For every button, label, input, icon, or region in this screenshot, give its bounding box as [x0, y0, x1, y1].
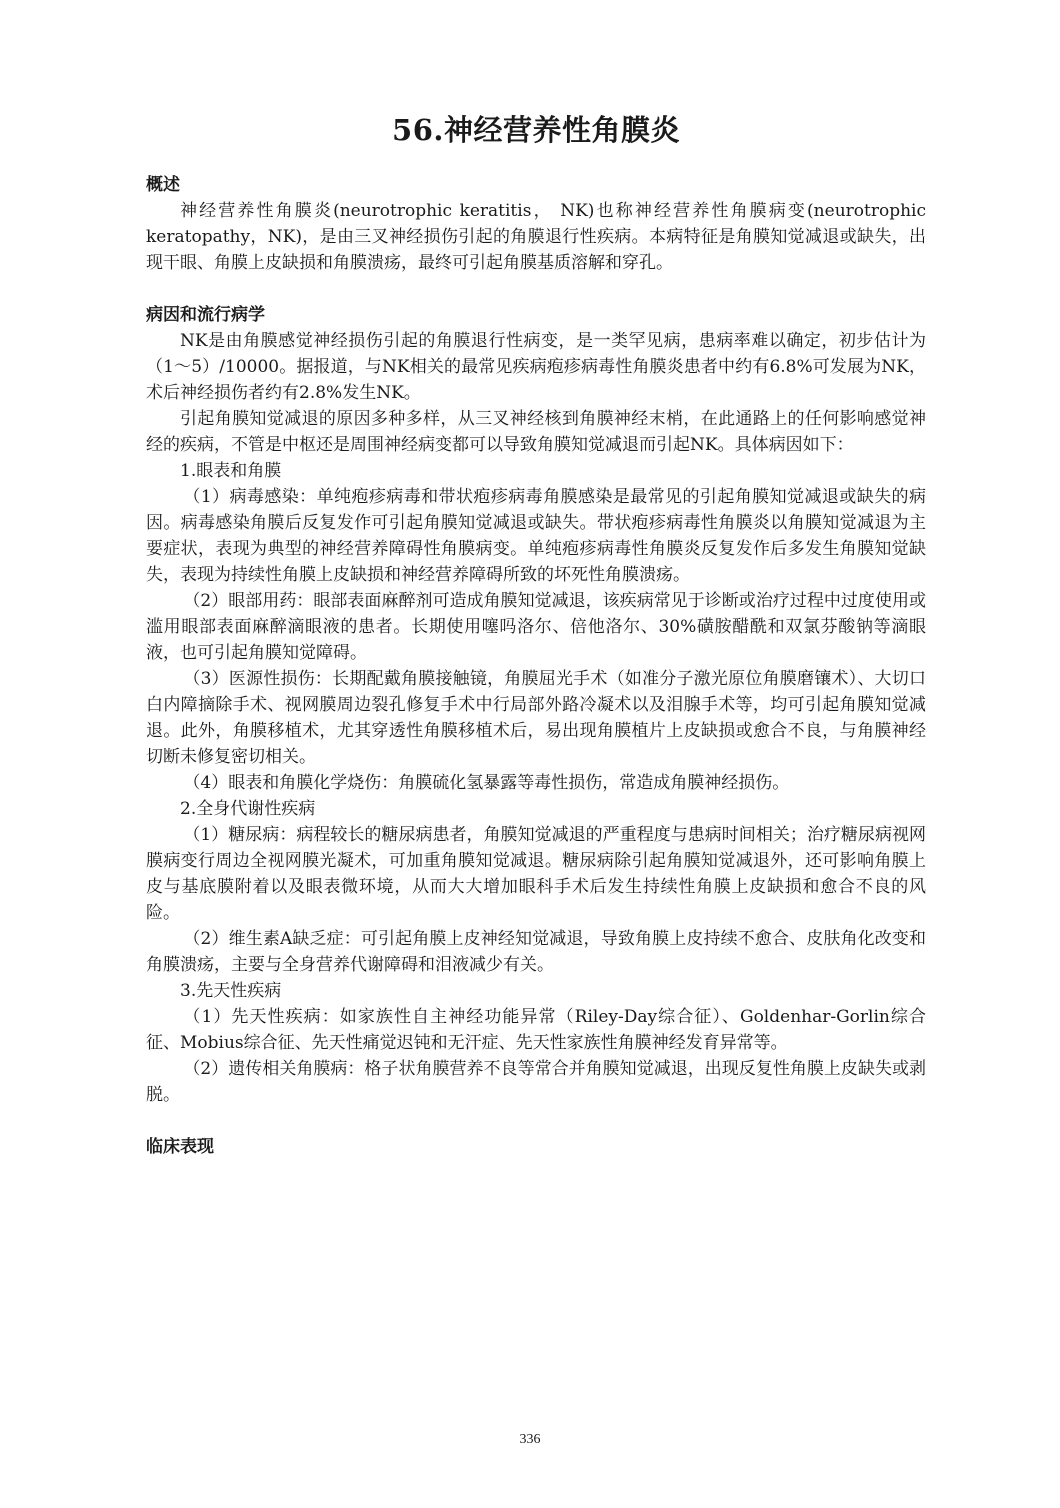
document-page [146, 108, 926, 1160]
etiology-subheading: 2.全身代谢性疾病 [180, 799, 316, 819]
section-heading-clinical: 临床表现 [146, 1137, 214, 1157]
etiology-paragraph: （1）糖尿病：病程较长的糖尿病患者，角膜知觉减退的严重程度与患病时间相关；治疗糖尿病视网膜病变行周边全视网膜光凝术，可加重角膜知觉减退。糖尿病除引起角膜知觉减退外，还可影响角膜上皮与基底膜附着以及眼表微环境，从而大大增加眼科手术后发生持续性角膜上皮缺损和愈合不良的风险。 [146, 825, 926, 923]
etiology-paragraph: （1）先天性疾病：如家族性自主神经功能异常（Riley-Day综合征）、Goldenhar-Gorlin综合征、Mobius综合征、先天性痛觉迟钝和无汗症、先天性家族性角膜神经发育异常等。 [146, 1007, 926, 1053]
etiology-paragraph: （3）医源性损伤：长期配戴角膜接触镜，角膜屈光手术（如准分子激光原位角膜磨镶术）、大切口白内障摘除手术、视网膜周边裂孔修复手术中行局部外路冷凝术以及泪腺手术等，均可引起角膜知觉减退。此外，角膜移植术，尤其穿透性角膜移植术后，易出现角膜植片上皮缺损或愈合不良，与角膜神经切断未修复密切相关。 [146, 669, 926, 767]
etiology-paragraph: （4）眼表和角膜化学烧伤：角膜硫化氢暴露等毒性损伤，常造成角膜神经损伤。 [183, 773, 790, 793]
page-title: 56.神经营养性角膜炎 [392, 113, 680, 147]
etiology-paragraph: （2）眼部用药：眼部表面麻醉剂可造成角膜知觉减退，该疾病常见于诊断或治疗过程中过度使用或滥用眼部表面麻醉滴眼液的患者。长期使用噻吗洛尔、倍他洛尔、30%磺胺醋酰和双氯芬酸钠等滴眼液，也可引起角膜知觉障碍。 [146, 591, 926, 663]
etiology-subheading: 3.先天性疾病 [180, 981, 282, 1001]
etiology-paragraph: NK是由角膜感觉神经损伤引起的角膜退行性病变，是一类罕见病，患病率难以确定，初步估计为（1～5）/10000。据报道，与NK相关的最常见疾病疱疹病毒性角膜炎患者中约有6.8%可发展为NK，术后神经损伤者约有2.8%发生NK。 [146, 331, 926, 403]
etiology-paragraph: 引起角膜知觉减退的原因多种多样，从三叉神经核到角膜神经末梢，在此通路上的任何影响感觉神经的疾病，不管是中枢还是周围神经病变都可以导致角膜知觉减退而引起NK。具体病因如下： [146, 409, 926, 455]
overview-paragraph: 神经营养性角膜炎(neurotrophic keratitis， NK)也称神经营养性角膜病变(neurotrophic keratopathy，NK)，是由三叉神经损伤引起的角膜退行性疾病。本病特征是角膜知觉减退或缺失，出现干眼、角膜上皮缺损和角膜溃疡，最终可引起角膜基质溶解和穿孔。 [146, 201, 926, 273]
etiology-subheading: 1.眼表和角膜 [180, 461, 282, 481]
section-heading-etiology: 病因和流行病学 [146, 305, 265, 325]
etiology-paragraph: （2）遗传相关角膜病：格子状角膜营养不良等常合并角膜知觉减退，出现反复性角膜上皮缺失或剥脱。 [146, 1059, 926, 1105]
etiology-paragraph: （1）病毒感染：单纯疱疹病毒和带状疱疹病毒角膜感染是最常见的引起角膜知觉减退或缺失的病因。病毒感染角膜后反复发作可引起角膜知觉减退或缺失。带状疱疹病毒性角膜炎以角膜知觉减退为主要症状，表现为典型的神经营养障碍性角膜病变。单纯疱疹病毒性角膜炎反复发作后多发生角膜知觉缺失，表现为持续性角膜上皮缺损和神经营养障碍所致的坏死性角膜溃疡。 [146, 487, 926, 585]
section-heading-overview: 概述 [146, 175, 180, 195]
page-number: 336 [519, 1432, 541, 1447]
etiology-paragraph: （2）维生素A缺乏症：可引起角膜上皮神经知觉减退，导致角膜上皮持续不愈合、皮肤角化改变和角膜溃疡，主要与全身营养代谢障碍和泪液减少有关。 [146, 929, 926, 975]
